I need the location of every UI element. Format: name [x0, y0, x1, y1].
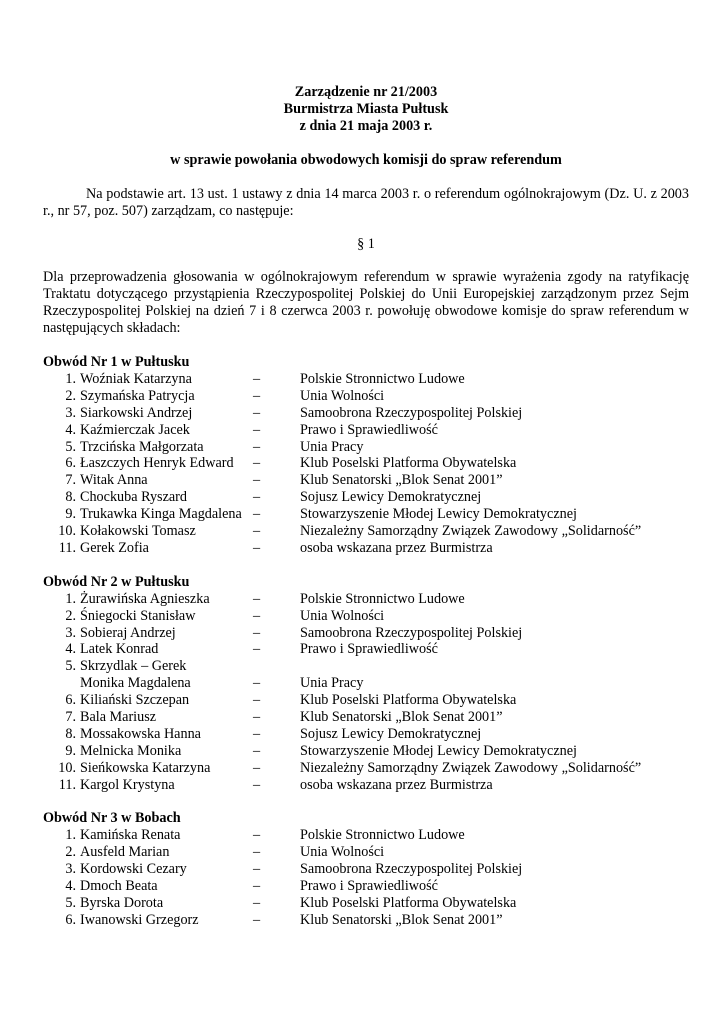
member-organization: Prawo i Sprawiedliwość — [300, 641, 438, 658]
member-number: 1. — [65, 827, 76, 844]
member-organization: osoba wskazana przez Burmistrza — [300, 776, 493, 793]
member-organization: Klub Poselski Platforma Obywatelska — [300, 692, 517, 709]
ordinance-number: Zarządzenie nr 21/2003 — [294, 84, 438, 100]
member-row — [43, 692, 689, 709]
separator-dash: – — [253, 878, 261, 895]
member-number: 5. — [65, 895, 76, 912]
member-name: Byrska Dorota — [80, 895, 164, 912]
separator-dash: – — [253, 725, 261, 742]
member-organization: Klub Senatorski „Blok Senat 2001” — [300, 911, 503, 928]
member-name: Latek Konrad — [80, 641, 159, 658]
member-name: Szymańska Patrycja — [80, 387, 195, 404]
issue-date: z dnia 21 maja 2003 r. — [299, 118, 433, 134]
member-organization: Prawo i Sprawiedliwość — [300, 878, 438, 895]
separator-dash: – — [253, 776, 261, 793]
separator-dash: – — [253, 709, 261, 726]
member-name: Monika Magdalena — [80, 675, 191, 692]
member-name: Kordowski Cezary — [80, 861, 187, 878]
member-number: 7. — [65, 472, 76, 489]
member-name: Skrzydlak – Gerek — [80, 658, 187, 675]
member-number: 2. — [65, 844, 76, 861]
member-row — [43, 388, 689, 405]
member-organization: Sojusz Lewicy Demokratycznej — [300, 489, 482, 506]
member-name: Witak Anna — [80, 472, 148, 489]
member-row — [43, 625, 689, 642]
member-number: 9. — [65, 742, 76, 759]
member-row — [43, 878, 689, 895]
member-name: Łaszczych Henryk Edward — [80, 455, 234, 472]
member-row — [43, 861, 689, 878]
member-organization: Stowarzyszenie Młodej Lewicy Demokratycznej — [300, 742, 577, 759]
legal-basis-paragraph: Na podstawie art. 13 ust. 1 ustawy z dnia 14 marca 2003 r. o referendum ogólnokrajowym (Dz. U. z 2003 r., nr 57, poz. 507) zarządzam, co następuje: — [43, 186, 689, 219]
separator-dash: – — [253, 624, 261, 641]
separator-dash: – — [253, 759, 261, 776]
separator-dash: – — [253, 438, 261, 455]
member-name: Chockuba Ryszard — [80, 489, 187, 506]
separator-dash: – — [253, 523, 261, 540]
member-number — [43, 675, 80, 692]
separator-dash: – — [253, 675, 261, 692]
separator-dash: – — [253, 539, 261, 556]
member-number: 3. — [65, 624, 76, 641]
member-name: Siarkowski Andrzej — [80, 404, 193, 421]
member-name: Sieńkowska Katarzyna — [80, 759, 211, 776]
member-organization: Prawo i Sprawiedliwość — [300, 421, 438, 438]
member-name: Żurawińska Agnieszka — [80, 590, 210, 607]
member-number: 8. — [65, 489, 76, 506]
member-row — [43, 760, 689, 777]
member-number: 3. — [65, 404, 76, 421]
member-name: Bala Mariusz — [80, 709, 157, 726]
member-row — [43, 455, 689, 472]
member-name: Woźniak Katarzyna — [80, 371, 192, 387]
separator-dash: – — [253, 506, 261, 523]
separator-dash: – — [253, 895, 261, 912]
member-number: 4. — [65, 421, 76, 438]
member-organization: Stowarzyszenie Młodej Lewicy Demokratycznej — [300, 506, 577, 523]
separator-dash: – — [253, 387, 261, 404]
district-title: Obwód Nr 3 w Bobach — [43, 810, 181, 827]
member-organization: Sojusz Lewicy Demokratycznej — [300, 725, 482, 742]
member-organization: Polskie Stronnictwo Ludowe — [300, 371, 465, 387]
separator-dash: – — [253, 421, 261, 438]
member-number: 3. — [65, 861, 76, 878]
district-section — [43, 354, 689, 557]
member-row — [43, 675, 689, 692]
member-number: 10. — [58, 759, 76, 776]
member-number: 1. — [65, 371, 76, 387]
separator-dash: – — [253, 827, 261, 844]
member-row — [43, 489, 689, 506]
separator-dash: – — [253, 455, 261, 472]
member-row — [43, 422, 689, 439]
separator-dash — [253, 658, 300, 675]
member-number: 1. — [65, 590, 76, 607]
separator-dash: – — [253, 371, 261, 387]
member-name: Gerek Zofia — [80, 539, 149, 556]
member-number: 8. — [65, 725, 76, 742]
member-organization: Niezależny Samorządny Związek Zawodowy „Solidarność” — [300, 523, 642, 540]
separator-dash: – — [253, 861, 261, 878]
member-organization: Klub Senatorski „Blok Senat 2001” — [300, 709, 503, 726]
member-organization: Klub Poselski Platforma Obywatelska — [300, 895, 517, 912]
member-organization: Unia Pracy — [300, 675, 364, 692]
member-row — [43, 777, 689, 794]
member-row — [43, 641, 689, 658]
member-organization: osoba wskazana przez Burmistrza — [300, 539, 493, 556]
district-lists — [43, 354, 689, 929]
member-name: Trzcińska Małgorzata — [80, 438, 204, 455]
member-organization: Niezależny Samorządny Związek Zawodowy „Solidarność” — [300, 759, 642, 776]
member-number: 5. — [65, 658, 76, 675]
member-name: Melnicka Monika — [80, 742, 182, 759]
member-row — [43, 895, 689, 912]
member-row — [43, 709, 689, 726]
member-number: 11. — [58, 776, 76, 793]
member-row — [43, 827, 689, 844]
member-row — [43, 506, 689, 523]
member-organization: Klub Poselski Platforma Obywatelska — [300, 455, 517, 472]
member-number: 2. — [65, 607, 76, 624]
member-number: 11. — [58, 539, 76, 556]
member-organization: Polskie Stronnictwo Ludowe — [300, 827, 465, 844]
member-name: Sobieraj Andrzej — [80, 624, 176, 641]
member-number: 2. — [65, 387, 76, 404]
member-organization: Unia Wolności — [300, 844, 385, 861]
member-name: Kargol Krystyna — [80, 776, 175, 793]
member-row — [43, 844, 689, 861]
member-row — [43, 371, 689, 388]
member-row — [43, 726, 689, 743]
member-name: Kołakowski Tomasz — [80, 523, 196, 540]
member-organization: Unia Wolności — [300, 607, 385, 624]
member-number: 4. — [65, 641, 76, 658]
member-name: Śniegocki Stanisław — [80, 607, 196, 624]
member-name: Kiliański Szczepan — [80, 692, 190, 709]
member-number: 6. — [65, 911, 76, 928]
member-row — [43, 405, 689, 422]
separator-dash: – — [253, 489, 261, 506]
member-row — [43, 608, 689, 625]
section-mark: § 1 — [357, 236, 375, 252]
member-name: Iwanowski Grzegorz — [80, 911, 199, 928]
member-name: Trukawka Kinga Magdalena — [80, 506, 242, 523]
member-organization: Unia Wolności — [300, 387, 385, 404]
member-row — [43, 523, 689, 540]
separator-dash: – — [253, 911, 261, 928]
separator-dash: – — [253, 742, 261, 759]
separator-dash: – — [253, 607, 261, 624]
separator-dash: – — [253, 641, 261, 658]
member-row — [43, 743, 689, 760]
member-name: Kamińska Renata — [80, 827, 181, 844]
member-name: Dmoch Beata — [80, 878, 158, 895]
member-organization: Klub Senatorski „Blok Senat 2001” — [300, 472, 503, 489]
separator-dash: – — [253, 590, 261, 607]
separator-dash: – — [253, 472, 261, 489]
separator-dash: – — [253, 844, 261, 861]
district-section — [43, 810, 689, 928]
member-organization: Samoobrona Rzeczypospolitej Polskiej — [300, 624, 523, 641]
member-number: 6. — [65, 692, 76, 709]
document-page — [43, 84, 689, 929]
document-header — [43, 84, 689, 135]
member-organization: Unia Pracy — [300, 438, 364, 455]
ordinance-subject: w sprawie powołania obwodowych komisji do spraw referendum — [170, 152, 562, 168]
member-number: 5. — [65, 438, 76, 455]
separator-dash: – — [253, 692, 261, 709]
member-row — [43, 472, 689, 489]
member-name: Kaźmierczak Jacek — [80, 421, 190, 438]
main-paragraph: Dla przeprowadzenia głosowania w ogólnokrajowym referendum w sprawie wyrażenia zgody na ratyfikację Traktatu dotyczącego przystąpienia Rzeczypospolitej Polskiej do Unii Europejskiej zarządzonym przez Sejm Rzeczypospolitej Polskiej na dzień 7 i 8 czerwca 2003 r. powołuję obwodowe komisje do spraw referendum w następujących składach: — [43, 269, 689, 336]
member-row — [43, 658, 689, 675]
member-name: Mossakowska Hanna — [80, 725, 201, 742]
member-row — [43, 439, 689, 456]
member-organization: Samoobrona Rzeczypospolitej Polskiej — [300, 861, 523, 878]
district-title: Obwód Nr 1 w Pułtusku — [43, 354, 190, 370]
member-organization — [300, 658, 689, 675]
member-number: 9. — [65, 506, 76, 523]
member-organization: Samoobrona Rzeczypospolitej Polskiej — [300, 404, 523, 421]
district-section — [43, 574, 689, 794]
member-row — [43, 591, 689, 608]
member-number: 7. — [65, 709, 76, 726]
member-number: 6. — [65, 455, 76, 472]
separator-dash: – — [253, 404, 261, 421]
member-row — [43, 540, 689, 557]
district-title: Obwód Nr 2 w Pułtusku — [43, 573, 190, 590]
issuer: Burmistrza Miasta Pułtusk — [283, 101, 449, 117]
member-name: Ausfeld Marian — [80, 844, 170, 861]
member-row — [43, 912, 689, 929]
member-number: 4. — [65, 878, 76, 895]
member-number: 10. — [58, 523, 76, 540]
member-organization: Polskie Stronnictwo Ludowe — [300, 590, 465, 607]
